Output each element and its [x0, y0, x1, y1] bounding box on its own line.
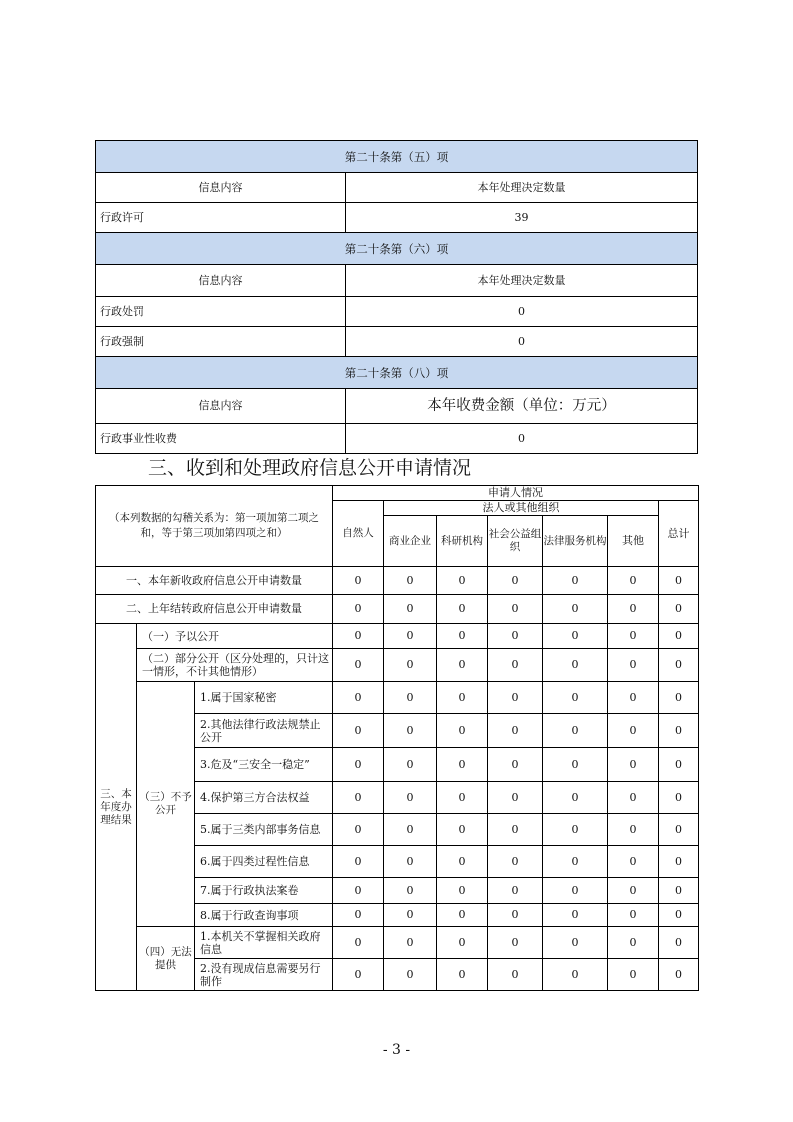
cell: 0: [608, 846, 659, 878]
cell: 0: [437, 782, 488, 814]
column-header-row: [96, 389, 698, 424]
section-title: 第二十条第（六）项: [96, 233, 698, 265]
cell: 0: [384, 782, 437, 814]
applications-table: [95, 485, 699, 991]
cell: 0: [384, 595, 437, 624]
cell: 0: [384, 927, 437, 959]
cell: 0: [543, 846, 608, 878]
cell: 0: [488, 959, 543, 991]
checksum-note: （本列数据的勾稽关系为：第一项加第二项之和，等于第三项加第四项之和）: [96, 486, 333, 567]
col-social-org: 社会公益组织: [488, 516, 543, 567]
table-row: [96, 927, 699, 959]
cell: 0: [608, 624, 659, 649]
row-label: 二、上年结转政府信息公开申请数量: [96, 595, 333, 624]
cell: 0: [543, 904, 608, 927]
page-number: - 3 -: [382, 1042, 411, 1058]
cell: 0: [384, 814, 437, 846]
cell: 0: [659, 878, 699, 904]
cell: 0: [488, 814, 543, 846]
cell: 0: [384, 649, 437, 682]
col-natural-person: 自然人: [333, 501, 384, 567]
section-title: 第二十条第（五）项: [96, 141, 698, 173]
cell: 0: [333, 567, 384, 595]
cell: 0: [608, 814, 659, 846]
cell: 0: [608, 748, 659, 782]
cell: 0: [659, 624, 699, 649]
cell: 0: [543, 878, 608, 904]
cell: 0: [488, 682, 543, 714]
section-header-row: [96, 357, 698, 389]
cell: 0: [659, 682, 699, 714]
section-heading: 三、收到和处理政府信息公开申请情况: [148, 457, 472, 479]
cell: 0: [384, 567, 437, 595]
cell: 0: [333, 624, 384, 649]
cell: 0: [333, 959, 384, 991]
cell: 0: [488, 904, 543, 927]
cell: 0: [437, 682, 488, 714]
cell: 0: [333, 649, 384, 682]
cell: 0: [659, 748, 699, 782]
cell: 0: [543, 649, 608, 682]
row-label: 5.属于三类内部事务信息: [195, 814, 333, 846]
row-value: 0: [346, 297, 698, 327]
cell: 0: [488, 595, 543, 624]
row-label: 3.危及“三安全一稳定”: [195, 748, 333, 782]
cell: 0: [488, 567, 543, 595]
row-value: 0: [346, 424, 698, 454]
cell: 0: [659, 782, 699, 814]
table-row: [96, 624, 699, 649]
cell: 0: [333, 904, 384, 927]
row-label: 4.保护第三方合法权益: [195, 782, 333, 814]
cell: 0: [437, 748, 488, 782]
cell: 0: [659, 927, 699, 959]
cell: 0: [437, 846, 488, 878]
header-info-content: 信息内容: [96, 173, 346, 203]
cell: 0: [608, 904, 659, 927]
cell: 0: [608, 878, 659, 904]
row-label: 8.属于行政查询事项: [195, 904, 333, 927]
col-legal-service: 法律服务机构: [543, 516, 608, 567]
cell: 0: [437, 878, 488, 904]
cell: 0: [384, 959, 437, 991]
disclosure-summary-table: [95, 140, 698, 454]
cell: 0: [437, 927, 488, 959]
cell: 0: [608, 649, 659, 682]
row-value: 0: [346, 327, 698, 357]
table-row: [96, 567, 699, 595]
row-label: 1.本机关不掌握相关政府信息: [195, 927, 333, 959]
row-label: 行政事业性收费: [96, 424, 346, 454]
cell: 0: [659, 959, 699, 991]
cell: 0: [543, 782, 608, 814]
cell: 0: [384, 878, 437, 904]
cell: 0: [608, 682, 659, 714]
cell: 0: [333, 814, 384, 846]
cell: 0: [384, 904, 437, 927]
column-header-row: [96, 173, 698, 203]
cell: 0: [437, 649, 488, 682]
row-label: （二）部分公开（区分处理的，只计这一情形，不计其他情形）: [137, 649, 333, 682]
cell: 0: [333, 682, 384, 714]
cell: 0: [659, 595, 699, 624]
cell: 0: [437, 595, 488, 624]
row-label: 7.属于行政执法案卷: [195, 878, 333, 904]
cell: 0: [659, 567, 699, 595]
cell: 0: [333, 714, 384, 748]
group-label-results: 三、本年度办理结果: [96, 624, 137, 991]
cell: 0: [608, 567, 659, 595]
sub-group-label-unavailable: （四）无法提供: [137, 927, 195, 991]
col-total: 总计: [659, 501, 699, 567]
header-row: [96, 486, 699, 501]
cell: 0: [488, 714, 543, 748]
cell: 0: [608, 595, 659, 624]
row-label: 2.没有现成信息需要另行制作: [195, 959, 333, 991]
cell: 0: [543, 714, 608, 748]
col-research: 科研机构: [437, 516, 488, 567]
cell: 0: [608, 714, 659, 748]
table-row: [96, 595, 699, 624]
cell: 0: [437, 714, 488, 748]
cell: 0: [488, 878, 543, 904]
cell: 0: [543, 748, 608, 782]
cell: 0: [659, 904, 699, 927]
cell: 0: [488, 624, 543, 649]
row-label: 一、本年新收政府信息公开申请数量: [96, 567, 333, 595]
row-label: 行政强制: [96, 327, 346, 357]
cell: 0: [488, 649, 543, 682]
table-row: [96, 682, 699, 714]
cell: 0: [543, 595, 608, 624]
section-header-row: [96, 141, 698, 173]
col-business: 商业企业: [384, 516, 437, 567]
row-label: 6.属于四类过程性信息: [195, 846, 333, 878]
cell: 0: [437, 814, 488, 846]
cell: 0: [488, 927, 543, 959]
cell: 0: [437, 567, 488, 595]
cell: 0: [384, 748, 437, 782]
cell: 0: [333, 782, 384, 814]
cell: 0: [333, 927, 384, 959]
section-header-row: [96, 233, 698, 265]
cell: 0: [659, 649, 699, 682]
cell: 0: [543, 814, 608, 846]
cell: 0: [437, 624, 488, 649]
cell: 0: [333, 846, 384, 878]
header-info-content: 信息内容: [96, 389, 346, 424]
table-row: [96, 327, 698, 357]
cell: 0: [608, 959, 659, 991]
cell: 0: [543, 959, 608, 991]
cell: 0: [384, 624, 437, 649]
column-header-row: [96, 265, 698, 297]
cell: 0: [333, 595, 384, 624]
row-label: （一）予以公开: [137, 624, 333, 649]
table-row: [96, 424, 698, 454]
legal-entity-header: 法人或其他组织: [384, 501, 659, 516]
cell: 0: [543, 927, 608, 959]
cell: 0: [608, 927, 659, 959]
row-label: 2.其他法律行政法规禁止公开: [195, 714, 333, 748]
cell: 0: [608, 782, 659, 814]
header-decision-count: 本年处理决定数量: [346, 173, 698, 203]
row-value: 39: [346, 203, 698, 233]
cell: 0: [659, 814, 699, 846]
cell: 0: [488, 748, 543, 782]
cell: 0: [659, 846, 699, 878]
cell: 0: [659, 714, 699, 748]
row-label: 1.属于国家秘密: [195, 682, 333, 714]
header-info-content: 信息内容: [96, 265, 346, 297]
header-fee-amount: 本年收费金额（单位：万元）: [346, 389, 698, 424]
cell: 0: [543, 567, 608, 595]
row-label: 行政处罚: [96, 297, 346, 327]
cell: 0: [333, 748, 384, 782]
cell: 0: [437, 959, 488, 991]
header-decision-count: 本年处理决定数量: [346, 265, 698, 297]
row-label: 行政许可: [96, 203, 346, 233]
table-row: [96, 649, 699, 682]
table-row: [96, 297, 698, 327]
cell: 0: [384, 714, 437, 748]
cell: 0: [437, 904, 488, 927]
cell: 0: [384, 682, 437, 714]
cell: 0: [384, 846, 437, 878]
sub-group-label-withheld: （三）不予公开: [137, 682, 195, 927]
cell: 0: [488, 846, 543, 878]
applicant-header: 申请人情况: [333, 486, 699, 501]
table-row: [96, 203, 698, 233]
cell: 0: [333, 878, 384, 904]
col-other: 其他: [608, 516, 659, 567]
cell: 0: [543, 624, 608, 649]
section-title: 第二十条第（八）项: [96, 357, 698, 389]
cell: 0: [543, 682, 608, 714]
cell: 0: [488, 782, 543, 814]
